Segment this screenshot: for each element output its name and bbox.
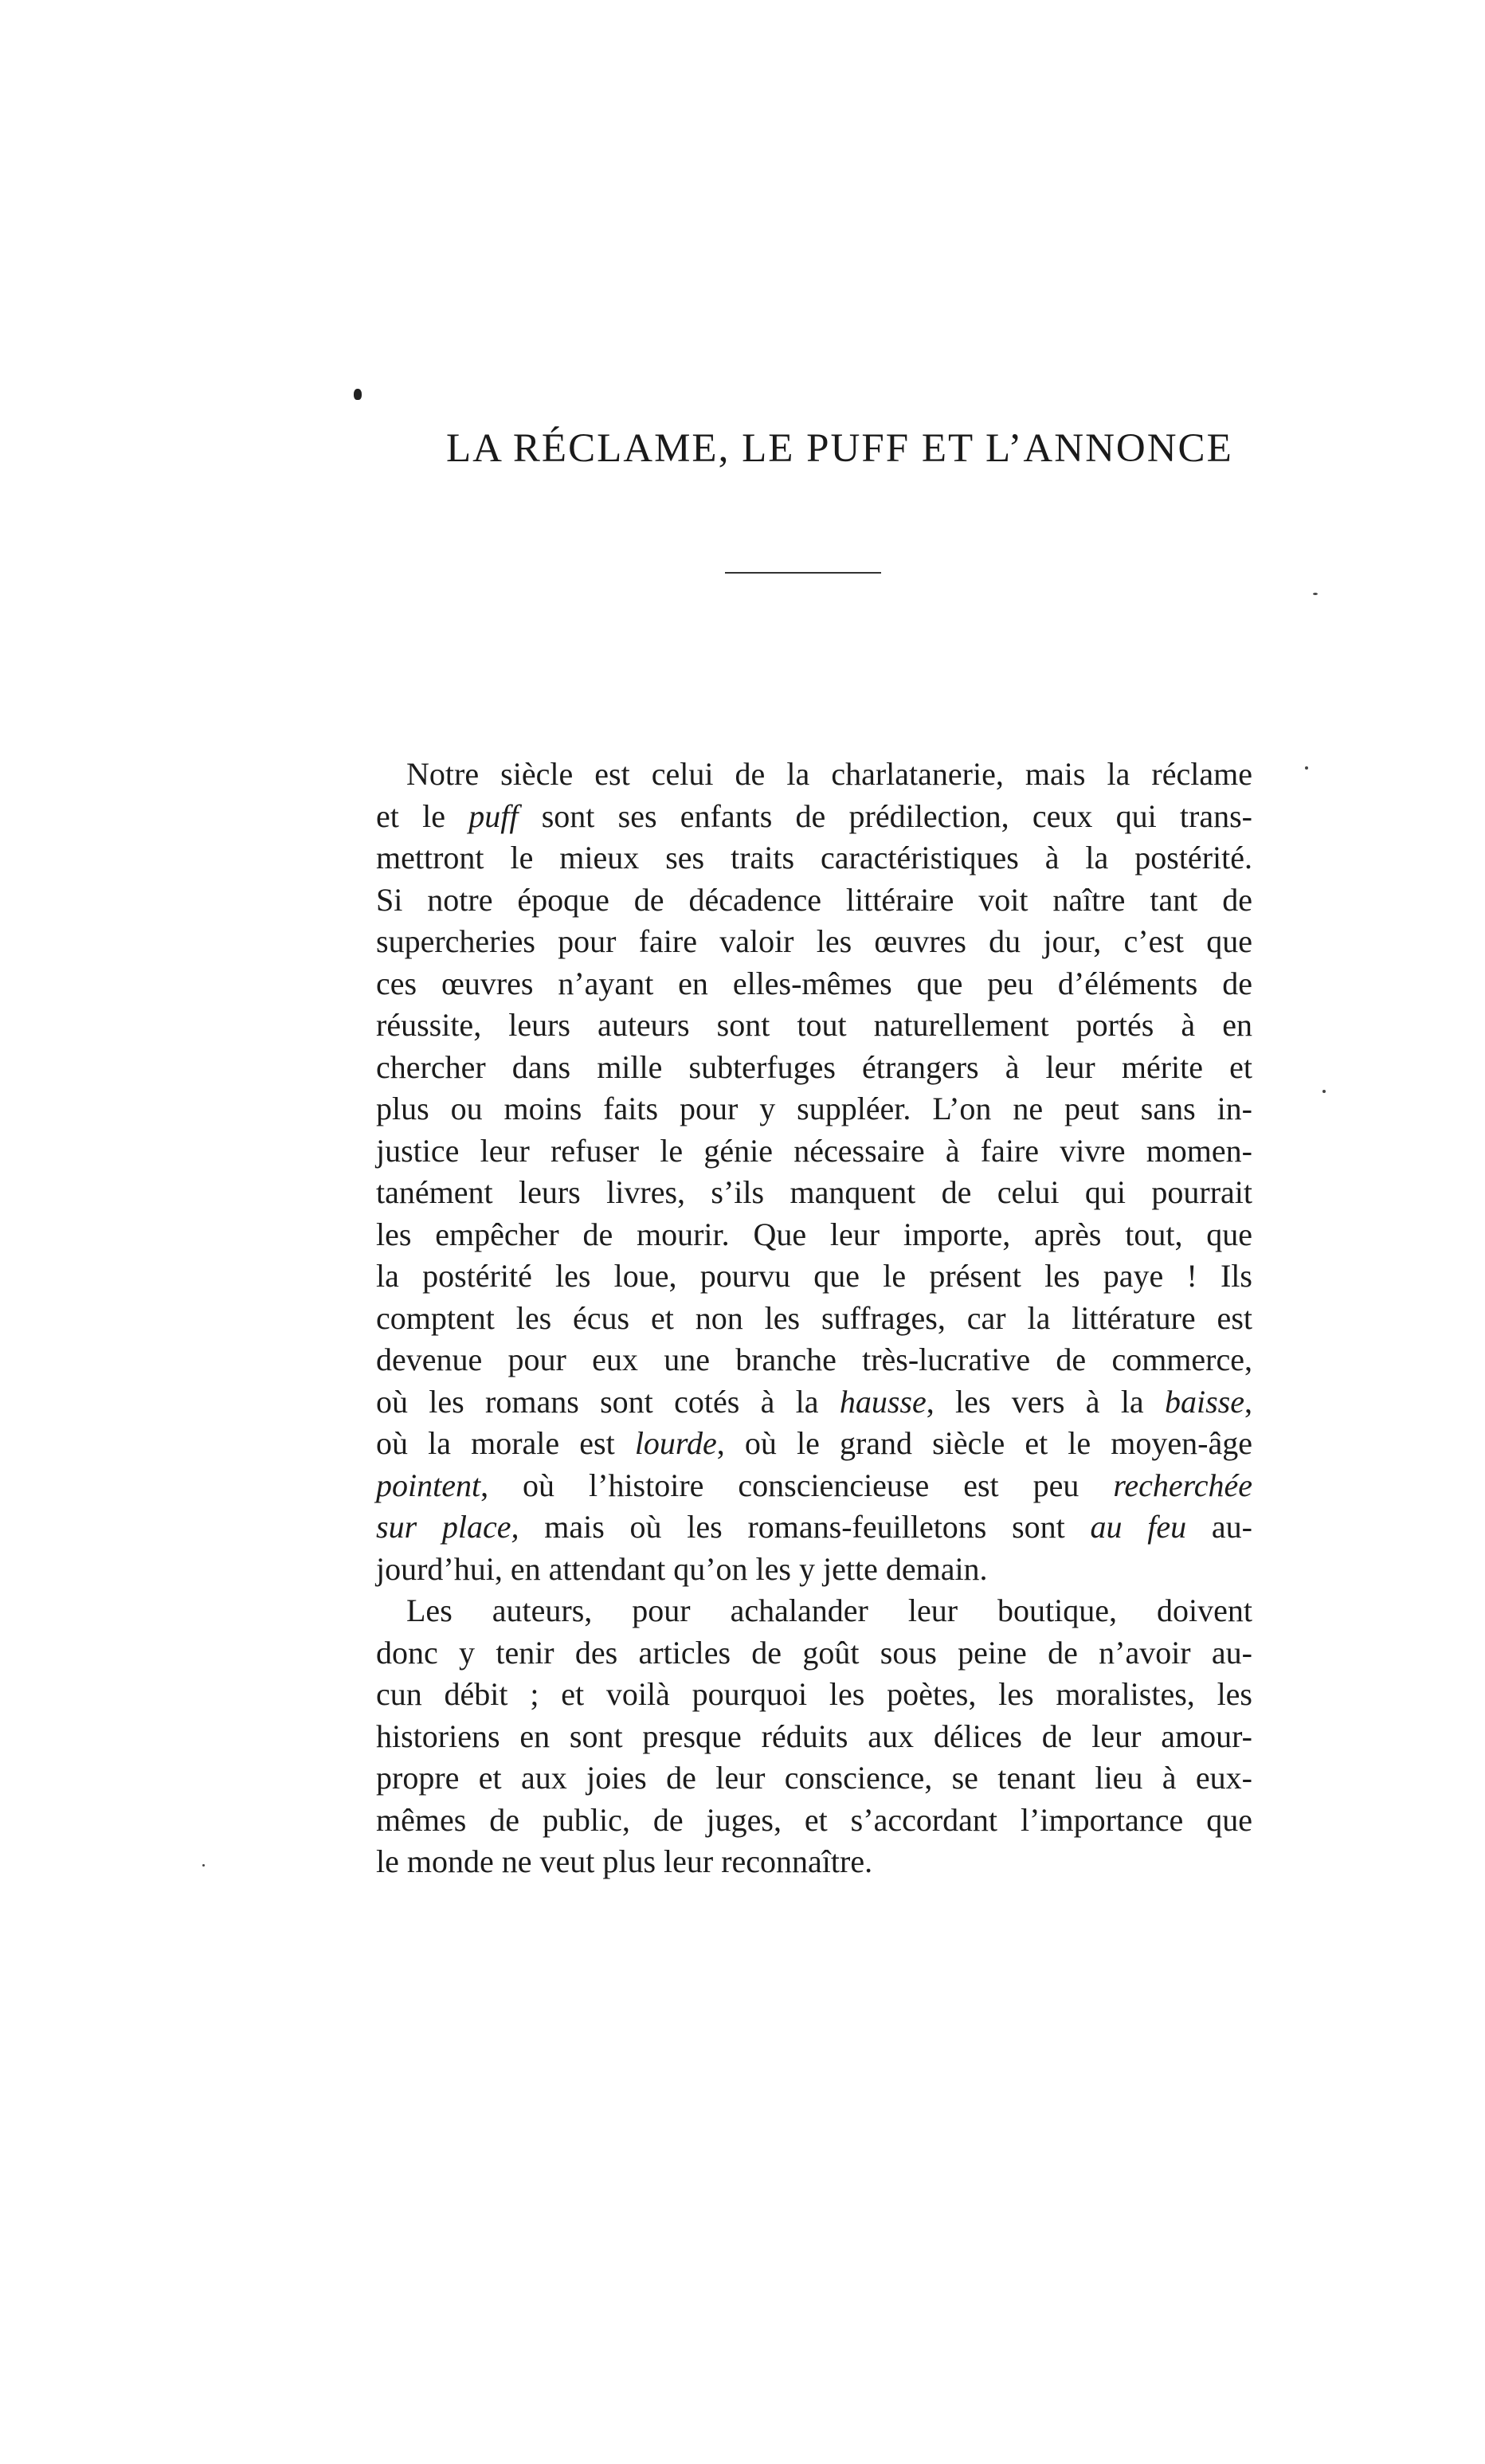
text-line (376, 1172, 1252, 1214)
paper-speck (1313, 593, 1318, 595)
text-line (376, 1256, 1252, 1298)
text-line (376, 1465, 1252, 1507)
text-line (376, 1757, 1252, 1800)
italic-word: puff (468, 797, 519, 834)
text-run: justice leur refuser le génie nécessaire à faire vivre momen- (376, 1132, 1252, 1169)
text-run: ces œuvres n’ayant en elles-mêmes que peu d’éléments de (376, 965, 1252, 1001)
text-line (376, 1339, 1252, 1381)
title-rule (725, 572, 881, 574)
text-run: mais où les romans-feuilletons sont (519, 1509, 1091, 1545)
text-run: au- (1186, 1509, 1252, 1545)
body-text (376, 754, 1252, 1883)
text-line (376, 1800, 1252, 1842)
italic-word: hausse (839, 1383, 927, 1420)
text-line (376, 1214, 1252, 1256)
chapter-title: LA RÉCLAME, LE PUFF ET L’ANNONCE (446, 426, 1233, 471)
text-run: Notre siècle est celui de la charlatanerie, mais la réclame (406, 756, 1252, 792)
text-line (376, 1423, 1252, 1465)
italic-word: recherchée (1113, 1467, 1252, 1503)
text-line (376, 837, 1252, 879)
text-run: le monde ne veut plus leur reconnaître. (376, 1843, 873, 1879)
text-run: réussite, leurs auteurs sont tout naturellement portés à en (376, 1007, 1252, 1043)
text-run: et le (376, 797, 469, 834)
text-line (376, 796, 1252, 838)
text-run: Les auteurs, pour achalander leur boutique, doivent (406, 1592, 1252, 1628)
text-run: historiens en sont presque réduits aux délices de leur amour- (376, 1718, 1252, 1754)
text-run: devenue pour eux une branche très-lucrative de commerce, (376, 1342, 1252, 1377)
italic-word: baisse (1165, 1383, 1244, 1420)
text-run: cun débit ; et voilà pourquoi les poètes, les moralistes, les (376, 1676, 1252, 1712)
text-line (376, 1005, 1252, 1047)
text-line (376, 1088, 1252, 1130)
italic-word: sur place, (376, 1509, 519, 1545)
text-line (376, 1590, 1252, 1632)
italic-word: lourde (634, 1425, 717, 1461)
text-line (376, 754, 1252, 796)
text-run: , (1244, 1383, 1252, 1420)
italic-word: pointent (376, 1467, 481, 1503)
text-run: les empêcher de mourir. Que leur importe, après tout, que (376, 1216, 1252, 1252)
text-run: mettront le mieux ses traits caractéristiques à la postérité. (376, 840, 1252, 876)
text-run: chercher dans mille subterfuges étrangers à leur mérite et (376, 1048, 1252, 1085)
text-run: sont ses enfants de prédilection, ceux qui trans- (518, 797, 1253, 834)
paper-speck (1305, 766, 1308, 770)
italic-word: au feu (1090, 1509, 1187, 1545)
text-line (376, 921, 1252, 963)
paragraph (376, 754, 1252, 1590)
paper-speck (1322, 1090, 1326, 1093)
text-line (376, 1674, 1252, 1716)
text-line (376, 1381, 1252, 1424)
text-line (376, 963, 1252, 1005)
text-line (376, 1506, 1252, 1549)
text-run: où la morale est (376, 1425, 635, 1461)
text-run: mêmes de public, de juges, et s’accordant l’importance que (376, 1801, 1252, 1838)
text-run: supercheries pour faire valoir les œuvres du jour, c’est que (376, 923, 1252, 959)
text-run: plus ou moins faits pour y suppléer. L’on ne peut sans in- (376, 1091, 1252, 1126)
text-run: jourd’hui, en attendant qu’on les y jette demain. (376, 1550, 988, 1587)
text-run: propre et aux joies de leur conscience, se tenant lieu à eux- (376, 1760, 1252, 1796)
text-run: , où l’histoire consciencieuse est peu (480, 1467, 1114, 1503)
text-line (376, 1841, 1252, 1883)
text-run: où les romans sont cotés à la (376, 1383, 840, 1420)
text-run: , où le grand siècle et le moyen-âge (716, 1425, 1252, 1461)
text-line (376, 1130, 1252, 1173)
text-line (376, 1716, 1252, 1758)
text-line (376, 1047, 1252, 1089)
text-line (376, 1298, 1252, 1340)
text-line (376, 879, 1252, 922)
text-run: la postérité les loue, pourvu que le présent les paye ! Ils (376, 1258, 1252, 1294)
text-line (376, 1549, 1252, 1591)
text-run: tanément leurs livres, s’ils manquent de celui qui pourrait (376, 1174, 1252, 1210)
text-run: Si notre époque de décadence littéraire voit naître tant de (376, 881, 1252, 918)
ink-mark (354, 389, 362, 400)
paragraph (376, 1590, 1252, 1883)
text-run: , les vers à la (926, 1383, 1165, 1420)
text-line (376, 1632, 1252, 1675)
text-run: donc y tenir des articles de goût sous peine de n’avoir au- (376, 1634, 1252, 1671)
paper-speck (202, 1864, 205, 1867)
text-run: comptent les écus et non les suffrages, car la littérature est (376, 1299, 1252, 1336)
